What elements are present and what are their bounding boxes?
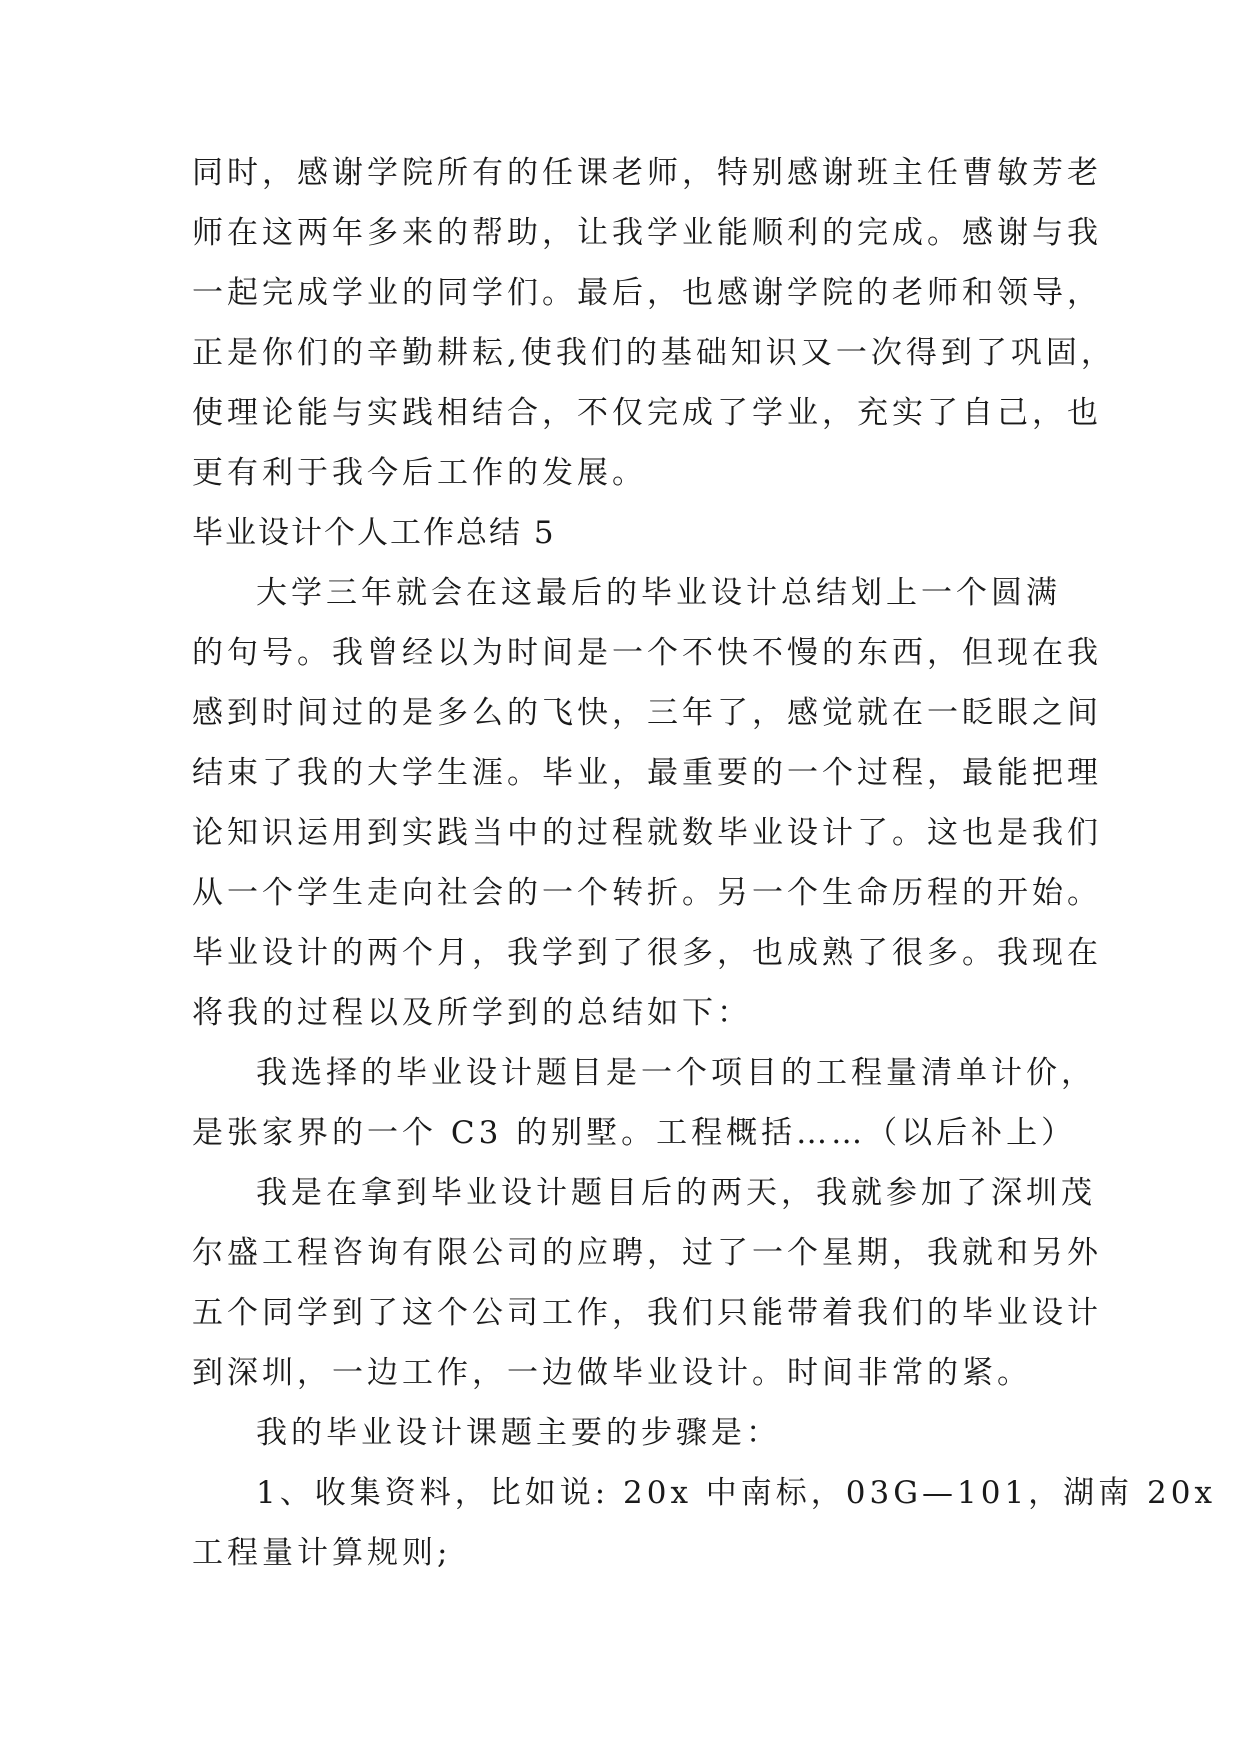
text-line: 同时，感谢学院所有的任课老师，特别感谢班主任曹敏芳老	[192, 155, 1102, 191]
text-line: 尔盛工程咨询有限公司的应聘，过了一个星期，我就和另外	[192, 1235, 1102, 1271]
paragraph-first-line: 我的毕业设计课题主要的步骤是：	[256, 1415, 781, 1451]
text-line: 结束了我的大学生涯。毕业，最重要的一个过程，最能把理	[192, 755, 1102, 791]
text-line: 毕业设计的两个月，我学到了很多，也成熟了很多。我现在	[192, 935, 1102, 971]
text-line: 使理论能与实践相结合，不仅完成了学业，充实了自己，也	[192, 395, 1102, 431]
text-line: 正是你们的辛勤耕耘,使我们的基础知识又一次得到了巩固，	[192, 335, 1116, 371]
text-line: 论知识运用到实践当中的过程就数毕业设计了。这也是我们	[192, 815, 1102, 851]
text-line: 更有利于我今后工作的发展。	[192, 455, 647, 491]
text-line: 到深圳，一边工作，一边做毕业设计。时间非常的紧。	[192, 1355, 1032, 1391]
text-line: 从一个学生走向社会的一个转折。另一个生命历程的开始。	[192, 875, 1102, 911]
text-line: 工程量计算规则;	[192, 1535, 452, 1571]
text-line: 是张家界的一个 C3 的别墅。工程概括……（以后补上）	[192, 1115, 1077, 1151]
text-line: 的句号。我曾经以为时间是一个不快不慢的东西，但现在我	[192, 635, 1102, 671]
paragraph-first-line: 我是在拿到毕业设计题目后的两天，我就参加了深圳茂	[256, 1175, 1096, 1211]
paragraph-first-line: 我选择的毕业设计题目是一个项目的工程量清单计价，	[256, 1055, 1096, 1091]
text-line: 感到时间过的是多么的飞快，三年了，感觉就在一眨眼之间	[192, 695, 1102, 731]
text-line: 将我的过程以及所学到的总结如下：	[192, 995, 752, 1031]
text-line: 一起完成学业的同学们。最后，也感谢学院的老师和领导，	[192, 275, 1102, 311]
paragraph-first-line: 大学三年就会在这最后的毕业设计总结划上一个圆满	[256, 575, 1061, 611]
text-line: 师在这两年多来的帮助，让我学业能顺利的完成。感谢与我	[192, 215, 1102, 251]
text-line: 五个同学到了这个公司工作，我们只能带着我们的毕业设计	[192, 1295, 1102, 1331]
section-heading: 毕业设计个人工作总结 5	[192, 515, 556, 551]
list-item: 1、收集资料，比如说: 20x 中南标，03G—101，湖南 20x	[256, 1475, 1216, 1511]
